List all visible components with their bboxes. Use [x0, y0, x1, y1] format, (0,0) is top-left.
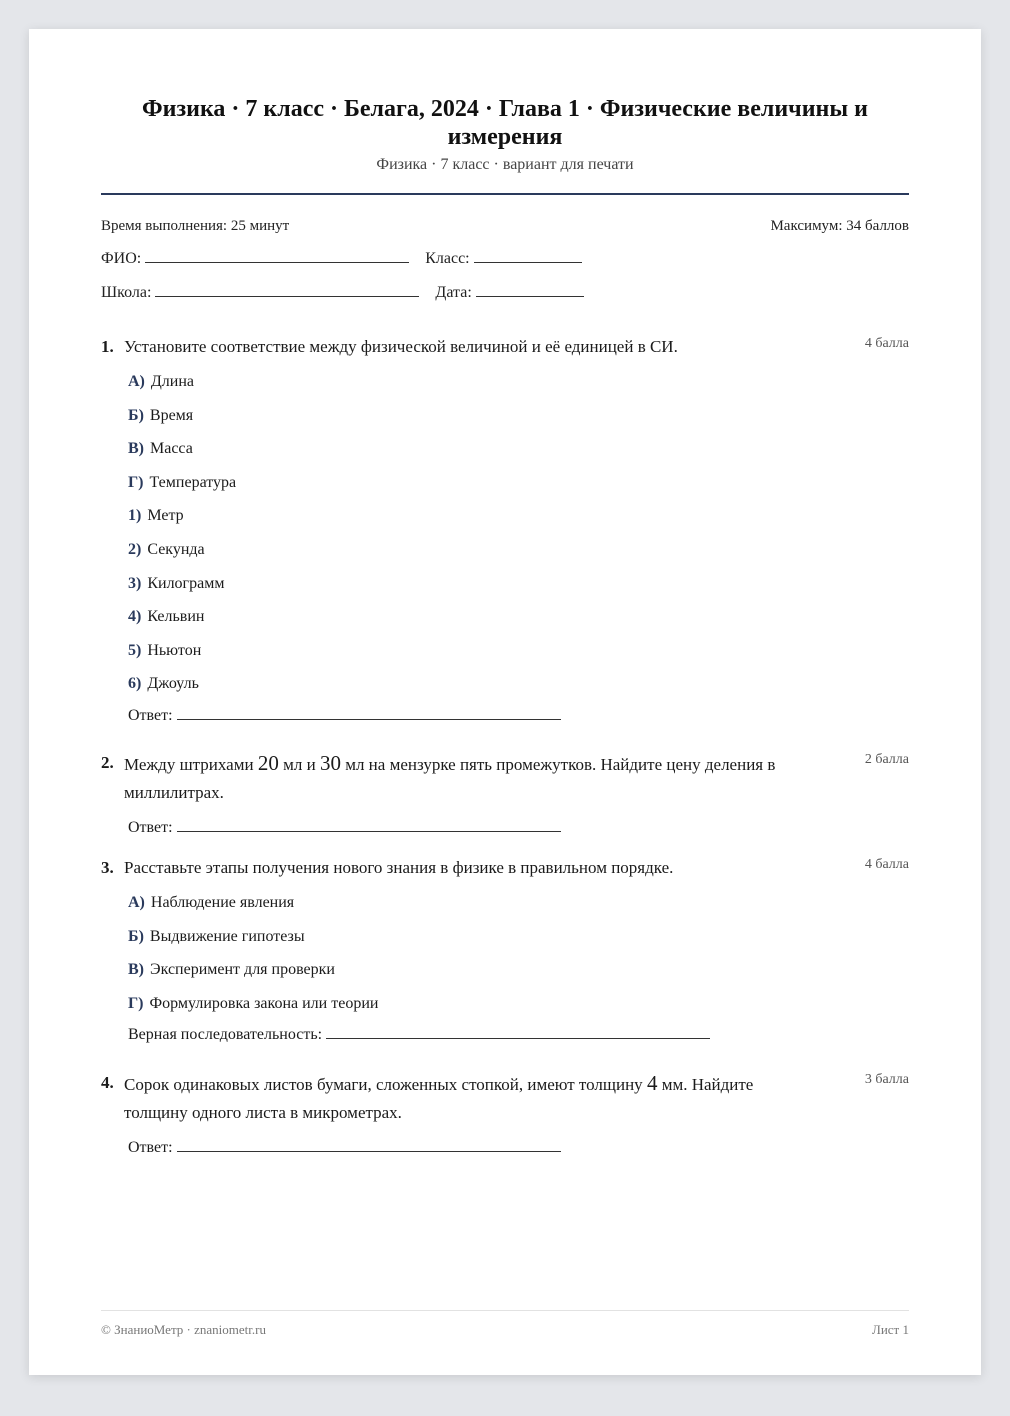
meta-row [101, 218, 909, 235]
question-text: Установите соответствие между физической величиной и её единицей в СИ. [124, 337, 678, 356]
worksheet-page [29, 29, 981, 1375]
question-points: 4 балла [864, 336, 909, 351]
question-number: 3. [101, 858, 114, 877]
option-item: 4) Кельвин [128, 608, 205, 626]
school-date-row [101, 284, 584, 302]
question-2 [101, 749, 909, 843]
option-item: В) Эксперимент для проверки [128, 961, 335, 979]
answer-field[interactable] [326, 1037, 710, 1039]
class-field[interactable] [474, 261, 582, 263]
option-item: 5) Ньютон [128, 641, 202, 659]
name-label: ФИО: [101, 250, 142, 267]
page-number: Лист 1 [872, 1322, 909, 1337]
answer-row [101, 1133, 909, 1163]
question-number: 2. [101, 753, 114, 772]
question-text: Между штрихами 20 мл и 30 мл на мензурке пять промежутков. Найдите цену деления в миллилитрах. [124, 751, 776, 802]
question-points: 4 балла [864, 857, 909, 872]
school-field[interactable] [155, 295, 419, 297]
question-points: 3 балла [864, 1072, 909, 1087]
option-item: Г) Формулировка закона или теории [128, 994, 379, 1012]
max-score: Максимум: 34 баллов [770, 218, 909, 234]
answer-field[interactable] [177, 718, 561, 720]
footer-copyright: © ЗнаниоМетр · znaniometr.ru [101, 1322, 266, 1337]
answer-row [101, 1020, 909, 1050]
name-field[interactable] [145, 261, 409, 263]
footer [101, 1322, 909, 1338]
option-item: 1) Метр [128, 507, 184, 525]
option-item: А) Длина [128, 373, 195, 390]
footer-divider [101, 1310, 909, 1311]
date-label: Дата: [435, 284, 472, 301]
question-1 [101, 333, 909, 731]
option-item: 6) Джоуль [128, 675, 199, 693]
option-item: Б) Выдвижение гипотезы [128, 927, 305, 945]
school-label: Школа: [101, 284, 152, 301]
answer-row [101, 813, 909, 843]
answer-field[interactable] [177, 830, 561, 832]
answer-field[interactable] [177, 1150, 561, 1152]
question-4 [101, 1069, 909, 1163]
question-number: 4. [101, 1073, 114, 1092]
option-item: Г) Температура [128, 473, 237, 491]
date-field[interactable] [476, 295, 584, 297]
page-title: Физика · 7 класс · Белага, 2024 · Глава 1 · Физические величины и измерения [142, 96, 868, 150]
option-item: В) Масса [128, 440, 193, 458]
option-item: 2) Секунда [128, 540, 205, 558]
time-limit: Время выполнения: 25 минут [101, 218, 290, 234]
page-subtitle: Физика · 7 класс · вариант для печати [376, 156, 634, 173]
header-divider [101, 193, 909, 195]
class-label: Класс: [425, 250, 470, 267]
answer-label: Ответ: [128, 1139, 173, 1156]
question-text: Расставьте этапы получения нового знания в физике в правильном порядке. [124, 858, 674, 877]
question-points: 2 балла [864, 752, 909, 767]
question-number: 1. [101, 337, 114, 356]
option-item: А) Наблюдение явления [128, 894, 295, 911]
answer-label: Ответ: [128, 819, 173, 836]
question-text: Сорок одинаковых листов бумаги, сложенных стопкой, имеют толщину 4 мм. Найдите толщину одного листа в микрометрах. [124, 1071, 754, 1122]
question-3 [101, 854, 909, 1050]
answer-label: Верная последовательность: [128, 1026, 323, 1044]
name-class-row [101, 250, 582, 268]
option-item: 3) Килограмм [128, 574, 225, 592]
answer-row [101, 701, 909, 731]
option-item: Б) Время [128, 406, 194, 424]
answer-label: Ответ: [128, 706, 173, 724]
